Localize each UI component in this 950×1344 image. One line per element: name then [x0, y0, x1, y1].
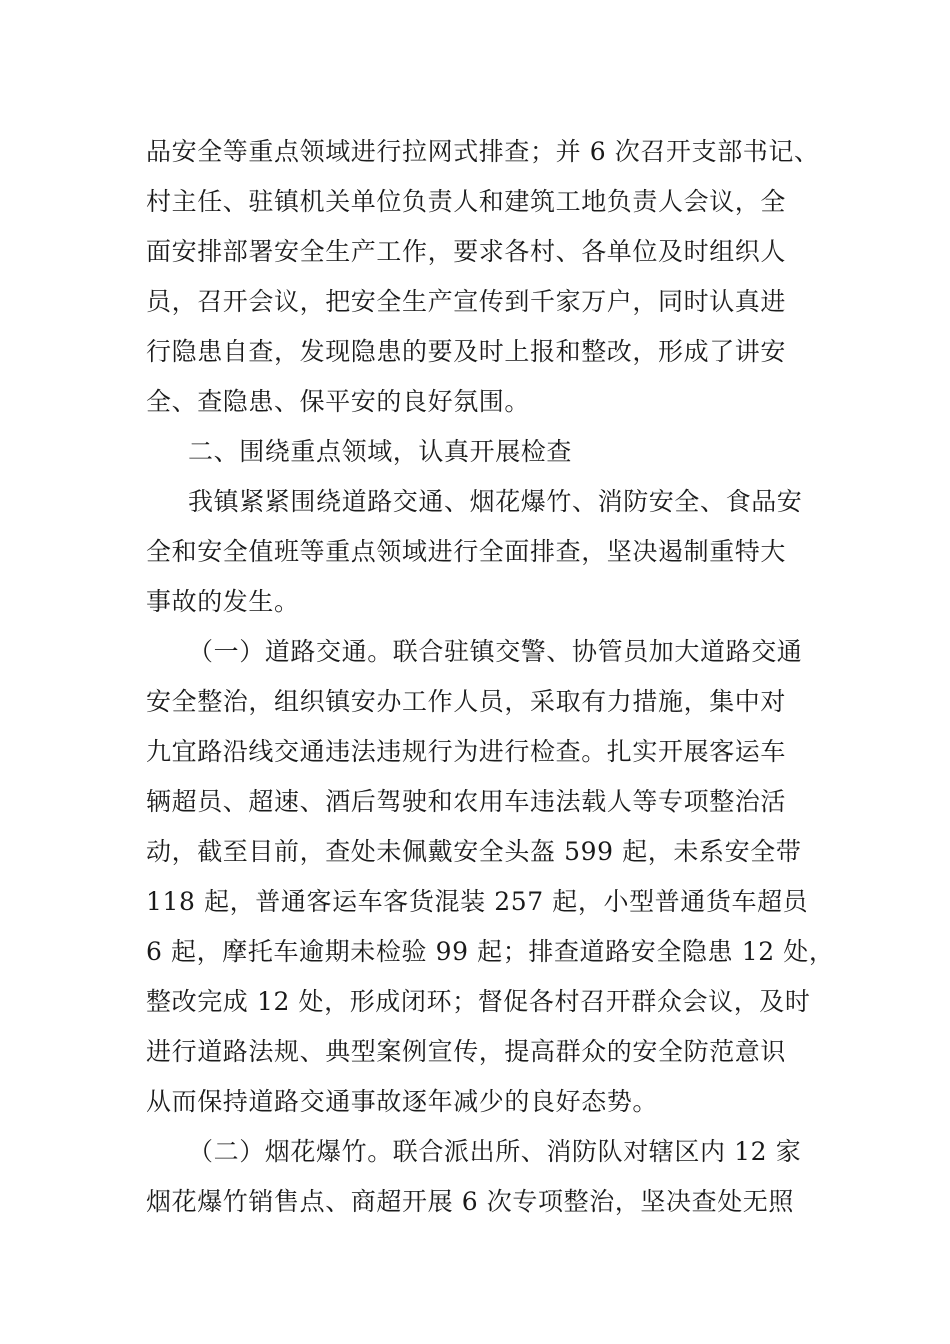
section-heading: 二、围绕重点领域，认真开展检查 [188, 437, 573, 466]
text-line: 烟花爆竹销售点、商超开展 6 次专项整治，坚决查处无照 [146, 1187, 795, 1216]
text-line: 辆超员、超速、酒后驾驶和农用车违法载人等专项整治活 [146, 787, 787, 816]
text-line: 118 起，普通客运车客货混装 257 起，小型普通货车超员 [146, 887, 809, 916]
text-line: 面安排部署安全生产工作，要求各村、各单位及时组织人 [146, 237, 787, 266]
text-line: （一）道路交通。联合驻镇交警、协管员加大道路交通 [188, 637, 803, 666]
text-line: （二）烟花爆竹。联合派出所、消防队对辖区内 12 家 [188, 1137, 802, 1166]
text-line: 全、查隐患、保平安的良好氛围。 [146, 387, 531, 416]
text-line: 品安全等重点领域进行拉网式排查；并 6 次召开支部书记、 [146, 137, 820, 166]
text-line: 员，召开会议，把安全生产宣传到千家万户，同时认真进 [146, 287, 787, 316]
text-line: 事故的发生。 [146, 587, 300, 616]
text-line: 整改完成 12 处，形成闭环；督促各村召开群众会议，及时 [146, 987, 811, 1016]
text-line: 九宜路沿线交通违法违规行为进行检查。扎实开展客运车 [146, 737, 787, 766]
text-line: 安全整治，组织镇安办工作人员，采取有力措施，集中对 [146, 687, 787, 716]
text-line: 动，截至目前，查处未佩戴安全头盔 599 起，未系安全带 [146, 837, 802, 866]
text-line: 我镇紧紧围绕道路交通、烟花爆竹、消防安全、食品安 [188, 487, 803, 516]
text-line: 6 起，摩托车逾期未检验 99 起；排查道路安全隐患 12 处， [146, 937, 835, 966]
text-line: 从而保持道路交通事故逐年减少的良好态势。 [146, 1087, 659, 1116]
text-line: 行隐患自查，发现隐患的要及时上报和整改，形成了讲安 [146, 337, 787, 366]
text-line: 进行道路法规、典型案例宣传，提高群众的安全防范意识 [146, 1037, 787, 1066]
text-line: 村主任、驻镇机关单位负责人和建筑工地负责人会议，全 [146, 187, 787, 216]
text-line: 全和安全值班等重点领域进行全面排查，坚决遏制重特大 [146, 537, 787, 566]
